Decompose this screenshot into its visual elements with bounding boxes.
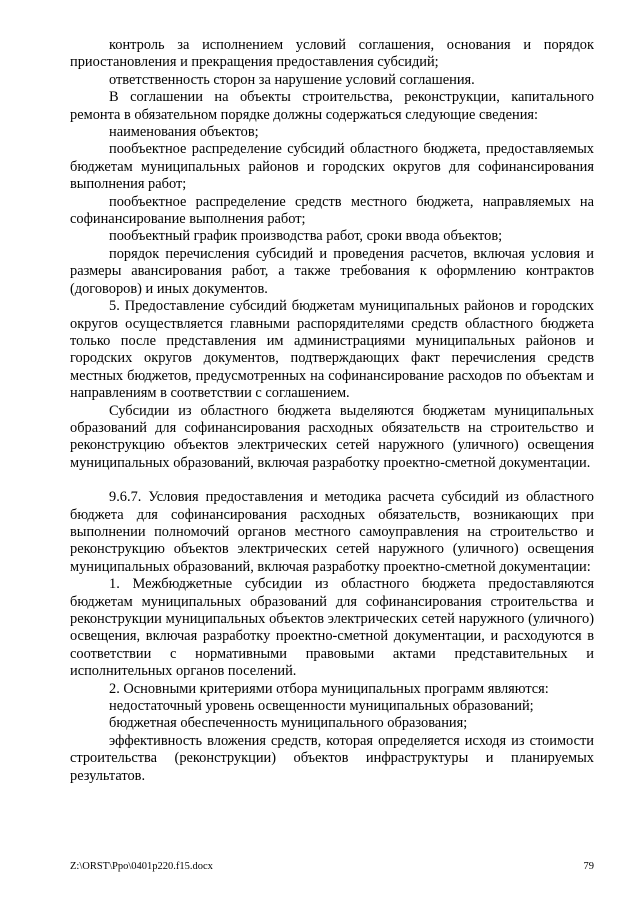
paragraph: наименования объектов; bbox=[109, 124, 259, 141]
paragraph: эффективность вложения средств, которая определяется исходя из стоимости строительства (реконструкции) объектов инфраструктуры и планируемых результатов. bbox=[70, 732, 594, 784]
paragraph: порядок перечисления субсидий и проведения расчетов, включая условия и размеры авансирования работ, а также требования к оформлению контрактов (договоров) и иных документов. bbox=[70, 245, 594, 297]
paragraph: бюджетная обеспеченность муниципального образования; bbox=[109, 715, 468, 732]
paragraph: Субсидии из областного бюджета выделяются бюджетам муниципальных образований для софинансирования расходных обязательств на строительство и реконструкцию объектов электрических сетей наружного (уличного) освещения муниципальных образований, включая разработку проектно-сметной документации. bbox=[70, 402, 594, 471]
page-number: 79 bbox=[583, 861, 594, 872]
paragraph-spacer bbox=[70, 472, 594, 489]
document-body bbox=[70, 37, 594, 785]
paragraph: пообъектный график производства работ, сроки ввода объектов; bbox=[109, 228, 503, 245]
paragraph: недостаточный уровень освещенности муниципальных образований; bbox=[109, 698, 534, 715]
paragraph: пообъектное распределение субсидий областного бюджета, предоставляемых бюджетам муниципальных районов и городских округов для софинансирования выполнения работ; bbox=[70, 141, 594, 193]
paragraph: 5. Предоставление субсидий бюджетам муниципальных районов и городских округов осуществляется главными распорядителями средств областного бюджета только после представления им администрациями муниципальных районов и городских округов документов, подтверждающих факт перечисления средств местных бюджетов, предусмотренных на софинансирование расходов по объектам и направлениям в соответствии с соглашением. bbox=[70, 298, 594, 402]
paragraph: контроль за исполнением условий соглашения, основания и порядок приостановления и прекращения предоставления субсидий; bbox=[70, 37, 594, 71]
paragraph: пообъектное распределение средств местного бюджета, направляемых на софинансирование выполнения работ; bbox=[70, 193, 594, 228]
paragraph: 2. Основными критериями отбора муниципальных программ являются: bbox=[109, 680, 549, 697]
page-footer bbox=[70, 860, 594, 873]
paragraph: 1. Межбюджетные субсидии из областного бюджета предоставляются бюджетам муниципальных образований для софинансирования строительства и реконструкции муниципальных объектов электрических сетей наружного (уличного) освещения, включая разработку проектно-сметной документации, и расходуются в соответствии с нормативными правовыми актами представительных и исполнительных органов поселений. bbox=[70, 576, 594, 680]
paragraph: ответственность сторон за нарушение условий соглашения. bbox=[109, 71, 475, 88]
paragraph: 9.6.7. Условия предоставления и методика расчета субсидий из областного бюджета для софинансирования расходных обязательств, возникающих при выполнении полномочий органов местного самоуправления на строительство и реконструкцию объектов электрических сетей наружного (уличного) освещения муниципальных образований, включая разработку проектно-сметной документации: bbox=[70, 489, 594, 575]
paragraph: В соглашении на объекты строительства, реконструкции, капитального ремонта в обязательном порядке должны содержаться следующие сведения: bbox=[70, 89, 594, 123]
footer-file-path: Z:\ORST\Ppo\0401p220.f15.docx bbox=[70, 861, 213, 872]
